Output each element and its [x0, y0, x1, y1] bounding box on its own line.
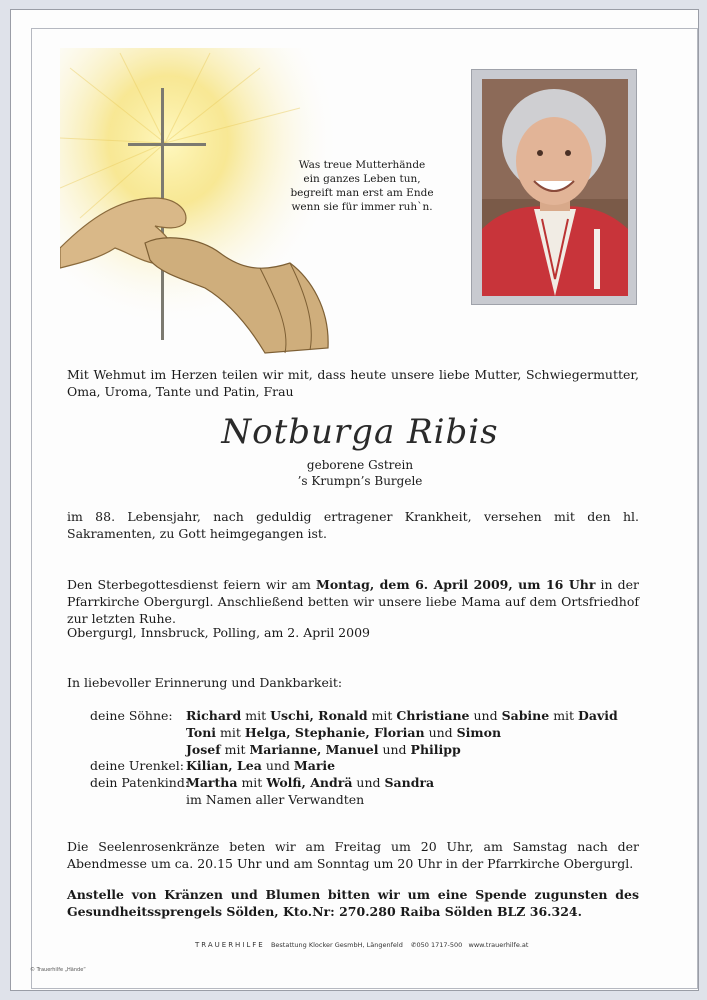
- great-grandchildren-line: Kilian, Lea und Marie: [186, 758, 336, 773]
- passing-text: im 88. Lebensjahr, nach geduldig ertragener Krankheit, versehen mit den hl. Sakramenten, zu Gott heimgegangen ist.: [67, 509, 639, 541]
- footer-brand: TRAUERHILFE: [195, 941, 265, 949]
- donation-text: Anstelle von Kränzen und Blumen bitten wir um eine Spende zugunsten des Gesundheitssprengels Sölden, Kto.Nr: 270.280 Raiba Sölden BLZ 36.324.: [67, 887, 639, 919]
- nickname: ’s Krumpn’s Burgele: [297, 474, 423, 488]
- intro-text: Mit Wehmut im Herzen teilen wir mit, dass heute unsere liebe Mutter, Schwiegermutter, Oma, Uroma, Tante und Patin, Frau: [67, 367, 639, 399]
- sons-line: Richard mit Uschi, Ronald mit Christiane und Sabine mit David: [186, 708, 618, 723]
- poem-line: Was treue Mutterhände: [298, 159, 426, 171]
- remembrance-line: In liebevoller Erinnerung und Dankbarkeit:: [67, 675, 343, 690]
- portrait-frame: [471, 69, 637, 305]
- poem-line: begreift man erst am Ende: [290, 187, 434, 199]
- sons-line: Toni mit Helga, Stephanie, Florian und Simon: [186, 725, 502, 740]
- portrait-photo: [482, 79, 628, 296]
- service-text: [67, 576, 639, 627]
- sons-line: Josef mit Marianne, Manuel und Philipp: [186, 742, 461, 757]
- service-post: in der Pfarrkirche Obergurgl. Anschließend betten wir unsere liebe Mama auf dem Ortsfriedhof zur letzten Ruhe.: [67, 577, 640, 626]
- footer-company: Bestattung Klocker GesmbH, Längenfeld: [270, 941, 403, 949]
- footer: [195, 941, 528, 949]
- poem-line: ein ganzes Leben tun,: [303, 173, 421, 185]
- footer-phone: ✆050 1717-500: [411, 941, 463, 949]
- cross-horizontal: [128, 143, 206, 146]
- footer-web[interactable]: www.trauerhilfe.at: [468, 941, 529, 949]
- godchild-label: dein Patenkind:: [90, 775, 190, 790]
- sons-label: deine Söhne:: [90, 708, 173, 723]
- deceased-name: Notburga Ribis: [221, 412, 499, 452]
- great-grandchildren-label: deine Urenkel:: [90, 758, 184, 773]
- poem-line: wenn sie für immer ruh`n.: [291, 201, 433, 213]
- all-relatives-line: im Namen aller Verwandten: [186, 792, 365, 807]
- copyright: © Trauerhilfe „Hände“: [30, 967, 86, 973]
- rosary-text: Die Seelenrosenkränze beten wir am Freitag um 20 Uhr, am Samstag nach der Abendmesse um ca. 20.15 Uhr und am Sonntag um 20 Uhr in der Pfarrkirche Obergurgl.: [67, 839, 639, 871]
- poem: [262, 158, 462, 214]
- godchild-line: Martha mit Wolfi, Andrä und Sandra: [186, 775, 435, 790]
- service-date: Montag, dem 6. April 2009, um 16 Uhr: [315, 577, 596, 592]
- birth-name: geborene Gstrein: [306, 458, 414, 472]
- service-pre: Den Sterbegottesdienst feiern wir am: [67, 577, 316, 592]
- place-date: Obergurgl, Innsbruck, Polling, am 2. April 2009: [67, 625, 370, 640]
